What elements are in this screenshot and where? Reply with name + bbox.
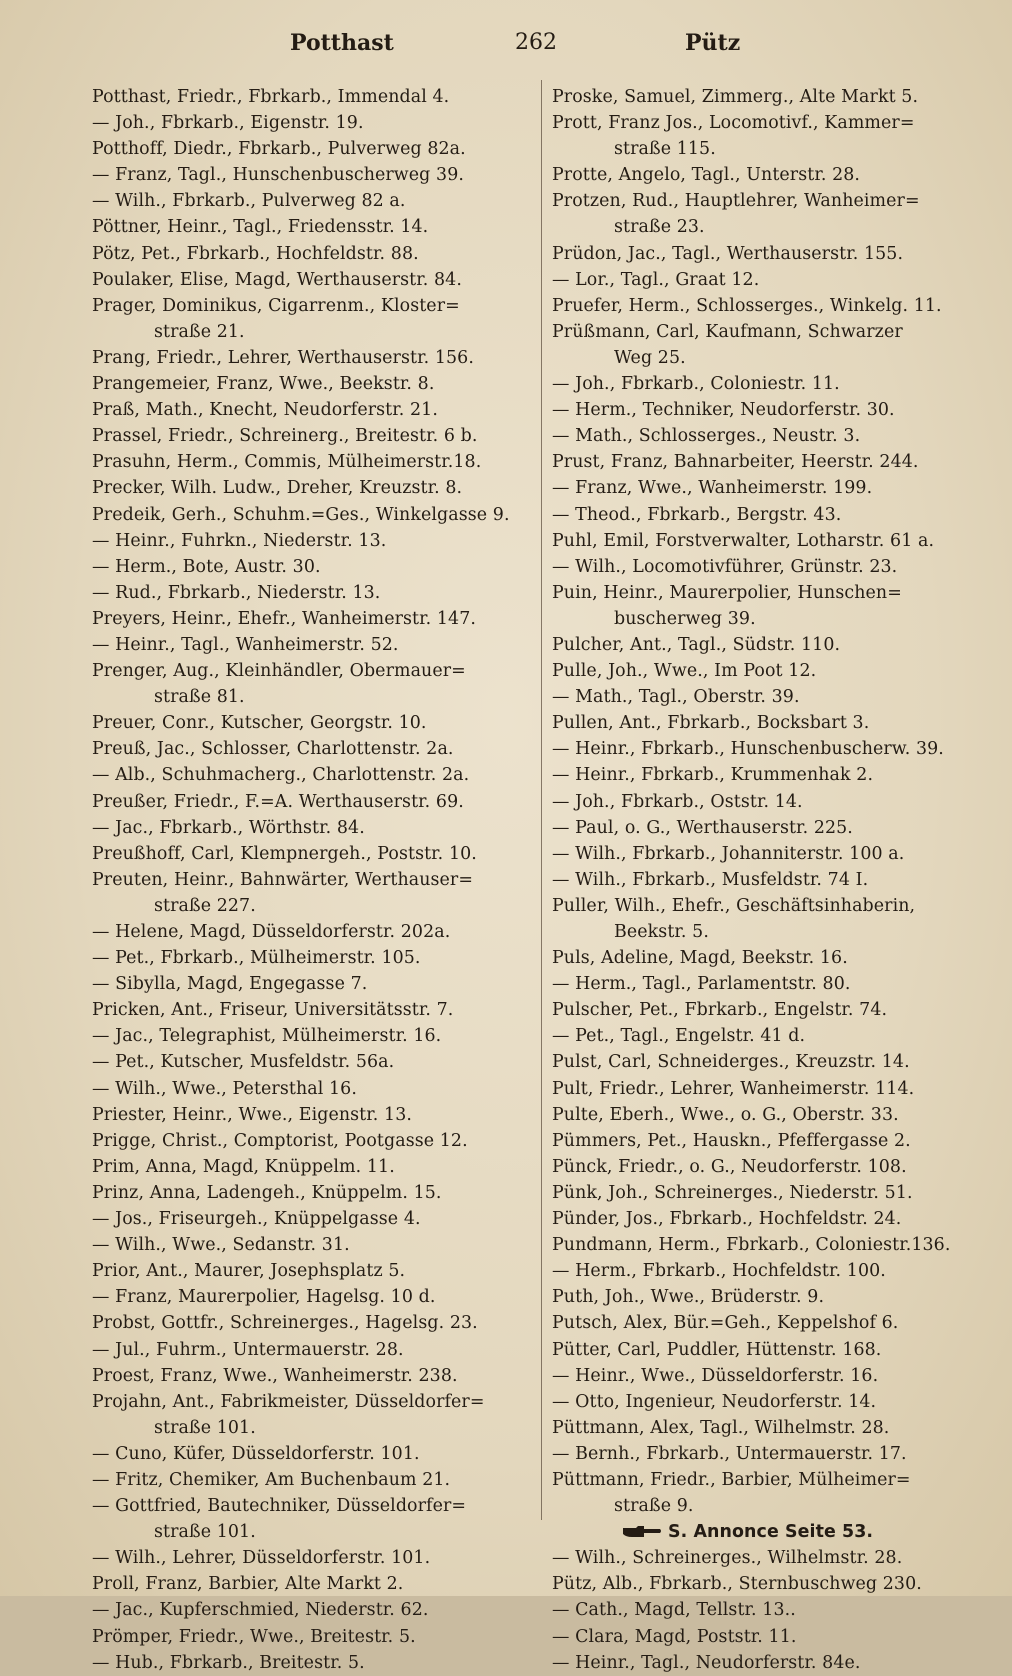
directory-entry: Preyers, Heinr., Ehefr., Wanheimerstr. 147. [92, 608, 477, 629]
directory-entry: Pulscher, Pet., Fbrkarb., Engelstr. 74. [552, 1000, 888, 1021]
directory-entry: Prim, Anna, Magd, Knüppelm. 11. [92, 1156, 395, 1177]
right-column [552, 84, 984, 1676]
sub-entry: — Gottfried, Bautechniker, Düsseldorfer= [92, 1496, 467, 1517]
directory-entry: Puhl, Emil, Forstverwalter, Lotharstr. 61 a. [552, 530, 935, 551]
sub-entry: — Wilh., Fbrkarb., Musfeldstr. 74 I. [552, 869, 869, 890]
directory-entry: Pünk, Joh., Schreinerges., Niederstr. 51. [552, 1182, 913, 1203]
sub-entry: — Jac., Kupferschmied, Niederstr. 62. [92, 1600, 429, 1621]
directory-entry: Poulaker, Elise, Magd, Werthauserstr. 84. [92, 269, 462, 290]
header-left-keyword: Potthast [290, 30, 394, 56]
sub-entry: — Hub., Fbrkarb., Breitestr. 5. [92, 1652, 365, 1673]
directory-entry: Probst, Gottfr., Schreinerges., Hagelsg. 23. [92, 1313, 478, 1334]
sub-entry: — Heinr., Tagl., Wanheimerstr. 52. [92, 634, 399, 655]
sub-entry: — Helene, Magd, Düsseldorferstr. 202a. [92, 922, 451, 942]
sub-entry: — Wilh., Wwe., Petersthal 16. [92, 1078, 357, 1099]
entry-continuation: straße 9. [614, 1496, 694, 1517]
sub-entry: — Pet., Fbrkarb., Mülheimerstr. 105. [92, 948, 421, 969]
directory-entry: Prust, Franz, Bahnarbeiter, Heerstr. 244. [552, 452, 919, 473]
directory-entry: Prassel, Friedr., Schreinerg., Breitestr. 6 b. [92, 426, 478, 447]
directory-entry: Potthast, Friedr., Fbrkarb., Immendal 4. [92, 87, 450, 107]
entry-continuation: buscherweg 39. [614, 608, 756, 629]
directory-entry: Putsch, Alex, Bür.=Geh., Keppelshof 6. [552, 1313, 899, 1334]
sub-entry: — Heinr., Wwe., Düsseldorferstr. 16. [552, 1365, 879, 1386]
sub-entry: — Wilh., Lehrer, Düsseldorferstr. 101. [92, 1548, 431, 1569]
entry-continuation: straße 23. [614, 217, 705, 238]
sub-entry: — Herm., Tagl., Parlamentstr. 80. [552, 974, 851, 995]
sub-entry: — Herm., Bote, Austr. 30. [92, 556, 321, 577]
sub-entry: — Wilh., Locomotivführer, Grünstr. 23. [552, 556, 898, 577]
page-header [0, 30, 1012, 66]
directory-entry: Pulle, Joh., Wwe., Im Poot 12. [552, 661, 817, 682]
directory-entry: Preuten, Heinr., Bahnwärter, Werthauser= [92, 869, 474, 890]
sub-entry: — Jos., Friseurgeh., Knüppelgasse 4. [92, 1209, 421, 1230]
directory-entry: Pünck, Friedr., o. G., Neudorferstr. 108. [552, 1156, 907, 1177]
sub-entry: — Theod., Fbrkarb., Bergstr. 43. [552, 504, 842, 525]
directory-entry: Pruefer, Herm., Schlosserges., Winkelg. 11. [552, 295, 942, 316]
sub-entry: — Clara, Magd, Poststr. 11. [552, 1626, 797, 1647]
directory-entry: Püttmann, Alex, Tagl., Wilhelmstr. 28. [552, 1417, 890, 1438]
sub-entry: — Jac., Telegraphist, Mülheimerstr. 16. [92, 1026, 442, 1047]
sub-entry: — Franz, Maurerpolier, Hagelsg. 10 d. [92, 1287, 436, 1308]
directory-entry: Pütz, Alb., Fbrkarb., Sternbuschweg 230. [552, 1574, 922, 1595]
sub-entry: — Joh., Fbrkarb., Oststr. 14. [552, 791, 803, 812]
directory-entry: Proske, Samuel, Zimmerg., Alte Markt 5. [552, 87, 919, 107]
sub-entry: — Pet., Kutscher, Musfeldstr. 56a. [92, 1052, 395, 1073]
directory-entry: Prigge, Christ., Comptorist, Pootgasse 12. [92, 1130, 468, 1151]
sub-entry: — Wilh., Wwe., Sedanstr. 31. [92, 1235, 350, 1256]
sub-entry: — Wilh., Fbrkarb., Pulverweg 82 a. [92, 191, 406, 212]
directory-entry: Preußhoff, Carl, Klempnergeh., Poststr. 10. [92, 843, 477, 864]
annonce-text: S. Annonce Seite 53. [668, 1522, 874, 1543]
sub-entry: — Heinr., Fuhrkn., Niederstr. 13. [92, 530, 387, 551]
directory-entry: Pullen, Ant., Fbrkarb., Bocksbart 3. [552, 713, 870, 734]
directory-entry: Puller, Wilh., Ehefr., Geschäftsinhaberin, [552, 895, 916, 916]
entry-continuation: straße 115. [614, 139, 716, 160]
directory-entry: Pulte, Eberh., Wwe., o. G., Oberstr. 33. [552, 1104, 899, 1125]
directory-entry: Prinz, Anna, Ladengeh., Knüppelm. 15. [92, 1182, 442, 1203]
directory-entry: Prasuhn, Herm., Commis, Mülheimerstr.18. [92, 452, 482, 473]
directory-entry: Projahn, Ant., Fabrikmeister, Düsseldorfer= [92, 1391, 485, 1412]
directory-entry: Prott, Franz Jos., Locomotivf., Kammer= [552, 113, 915, 134]
directory-entry: Puth, Joh., Wwe., Brüderstr. 9. [552, 1287, 825, 1308]
column-divider [541, 80, 542, 1520]
directory-entry: Preuer, Conr., Kutscher, Georgstr. 10. [92, 713, 427, 734]
directory-entry: Pütter, Carl, Puddler, Hüttenstr. 168. [552, 1339, 882, 1360]
sub-entry: — Herm., Fbrkarb., Hochfeldstr. 100. [552, 1261, 886, 1282]
sub-entry: — Herm., Techniker, Neudorferstr. 30. [552, 400, 895, 421]
directory-entry: Prang, Friedr., Lehrer, Werthauserstr. 156. [92, 347, 474, 368]
directory-entry: Proest, Franz, Wwe., Wanheimerstr. 238. [92, 1365, 458, 1386]
directory-entry: Prömper, Friedr., Wwe., Breitestr. 5. [92, 1626, 416, 1647]
sub-entry: — Jul., Fuhrm., Untermauerstr. 28. [92, 1339, 404, 1360]
entry-continuation: straße 101. [154, 1522, 256, 1543]
directory-entry: Prenger, Aug., Kleinhändler, Obermauer= [92, 661, 466, 682]
page-number: 262 [515, 30, 557, 55]
sub-entry: — Franz, Wwe., Wanheimerstr. 199. [552, 478, 873, 499]
entry-continuation: Weg 25. [614, 347, 686, 368]
directory-entry: Preuß, Jac., Schlosser, Charlottenstr. 2a. [92, 739, 454, 760]
sub-entry: — Heinr., Fbrkarb., Krummenhak 2. [552, 765, 874, 786]
sub-entry: — Heinr., Tagl., Neudorferstr. 84e. [552, 1652, 861, 1673]
directory-entry: Pulcher, Ant., Tagl., Südstr. 110. [552, 634, 841, 655]
sub-entry: — Math., Tagl., Oberstr. 39. [552, 687, 800, 708]
sub-entry: — Fritz, Chemiker, Am Buchenbaum 21. [92, 1469, 451, 1490]
left-column [92, 84, 530, 1676]
sub-entry: — Alb., Schuhmacherg., Charlottenstr. 2a. [92, 765, 470, 786]
sub-entry: — Heinr., Fbrkarb., Hunschenbuscherw. 39. [552, 739, 944, 760]
directory-entry: Prager, Dominikus, Cigarrenm., Kloster= [92, 295, 460, 316]
sub-entry: — Cuno, Küfer, Düsseldorferstr. 101. [92, 1443, 420, 1464]
directory-entry: Priester, Heinr., Wwe., Eigenstr. 13. [92, 1104, 412, 1125]
directory-entry: Protzen, Rud., Hauptlehrer, Wanheimer= [552, 191, 920, 212]
sub-entry: — Jac., Fbrkarb., Wörthstr. 84. [92, 817, 365, 838]
sub-entry: — Joh., Fbrkarb., Coloniestr. 11. [552, 374, 840, 395]
sub-entry: — Otto, Ingenieur, Neudorferstr. 14. [552, 1391, 877, 1412]
entry-continuation: straße 81. [154, 687, 245, 708]
sub-entry: — Pet., Tagl., Engelstr. 41 d. [552, 1026, 806, 1047]
header-right-keyword: Pütz [685, 30, 741, 56]
sub-entry: — Bernh., Fbrkarb., Untermauerstr. 17. [552, 1443, 907, 1464]
directory-entry: Prangemeier, Franz, Wwe., Beekstr. 8. [92, 374, 435, 395]
annonce-reference [552, 1519, 984, 1545]
directory-entry: Predeik, Gerh., Schuhm.=Ges., Winkelgasse 9. [92, 504, 510, 525]
directory-entry: Praß, Math., Knecht, Neudorferstr. 21. [92, 400, 438, 421]
directory-entry: Potthoff, Diedr., Fbrkarb., Pulverweg 82a. [92, 139, 466, 160]
sub-entry: — Wilh., Schreinerges., Wilhelmstr. 28. [552, 1548, 903, 1569]
sub-entry: — Rud., Fbrkarb., Niederstr. 13. [92, 582, 381, 603]
entry-continuation: straße 101. [154, 1417, 256, 1438]
directory-entry: Prüßmann, Carl, Kaufmann, Schwarzer [552, 321, 903, 342]
directory-entry: Pünder, Jos., Fbrkarb., Hochfeldstr. 24. [552, 1209, 902, 1230]
directory-entry: Proll, Franz, Barbier, Alte Markt 2. [92, 1574, 404, 1595]
directory-entry: Prüdon, Jac., Tagl., Werthauserstr. 155. [552, 243, 904, 264]
entry-continuation: straße 21. [154, 321, 245, 342]
directory-entry: Pötz, Pet., Fbrkarb., Hochfeldstr. 88. [92, 243, 419, 264]
sub-entry: — Wilh., Fbrkarb., Johanniterstr. 100 a. [552, 843, 905, 864]
sub-entry: — Joh., Fbrkarb., Eigenstr. 19. [92, 113, 364, 134]
directory-entry: Preußer, Friedr., F.=A. Werthauserstr. 69. [92, 791, 464, 812]
directory-entry: Pricken, Ant., Friseur, Universitätsstr. 7. [92, 1000, 454, 1021]
directory-entry: Pult, Friedr., Lehrer, Wanheimerstr. 114. [552, 1078, 915, 1099]
sub-entry: — Math., Schlosserges., Neustr. 3. [552, 426, 861, 447]
sub-entry: — Lor., Tagl., Graat 12. [552, 269, 760, 290]
directory-entry: Precker, Wilh. Ludw., Dreher, Kreuzstr. 8. [92, 478, 463, 499]
sub-entry: — Cath., Magd, Tellstr. 13.. [552, 1600, 796, 1621]
directory-entry: Pundmann, Herm., Fbrkarb., Coloniestr.136. [552, 1235, 951, 1256]
directory-entry: Puls, Adeline, Magd, Beekstr. 16. [552, 948, 848, 969]
directory-entry: Protte, Angelo, Tagl., Unterstr. 28. [552, 165, 861, 186]
directory-entry: Püttmann, Friedr., Barbier, Mülheimer= [552, 1469, 911, 1490]
sub-entry: — Paul, o. G., Werthauserstr. 225. [552, 817, 853, 838]
directory-entry: Prior, Ant., Maurer, Josephsplatz 5. [92, 1261, 406, 1282]
entry-continuation: straße 227. [154, 895, 256, 916]
directory-entry: Puin, Heinr., Maurerpolier, Hunschen= [552, 582, 902, 603]
directory-entry: Pöttner, Heinr., Tagl., Friedensstr. 14. [92, 217, 429, 238]
sub-entry: — Sibylla, Magd, Engegasse 7. [92, 974, 368, 995]
directory-entry: Pulst, Carl, Schneiderges., Kreuzstr. 14. [552, 1052, 910, 1073]
directory-entry: Pümmers, Pet., Hauskn., Pfeffergasse 2. [552, 1130, 911, 1151]
pointing-hand-icon [622, 1525, 662, 1539]
sub-entry: — Franz, Tagl., Hunschenbuscherweg 39. [92, 165, 464, 186]
entry-continuation: Beekstr. 5. [614, 922, 709, 942]
